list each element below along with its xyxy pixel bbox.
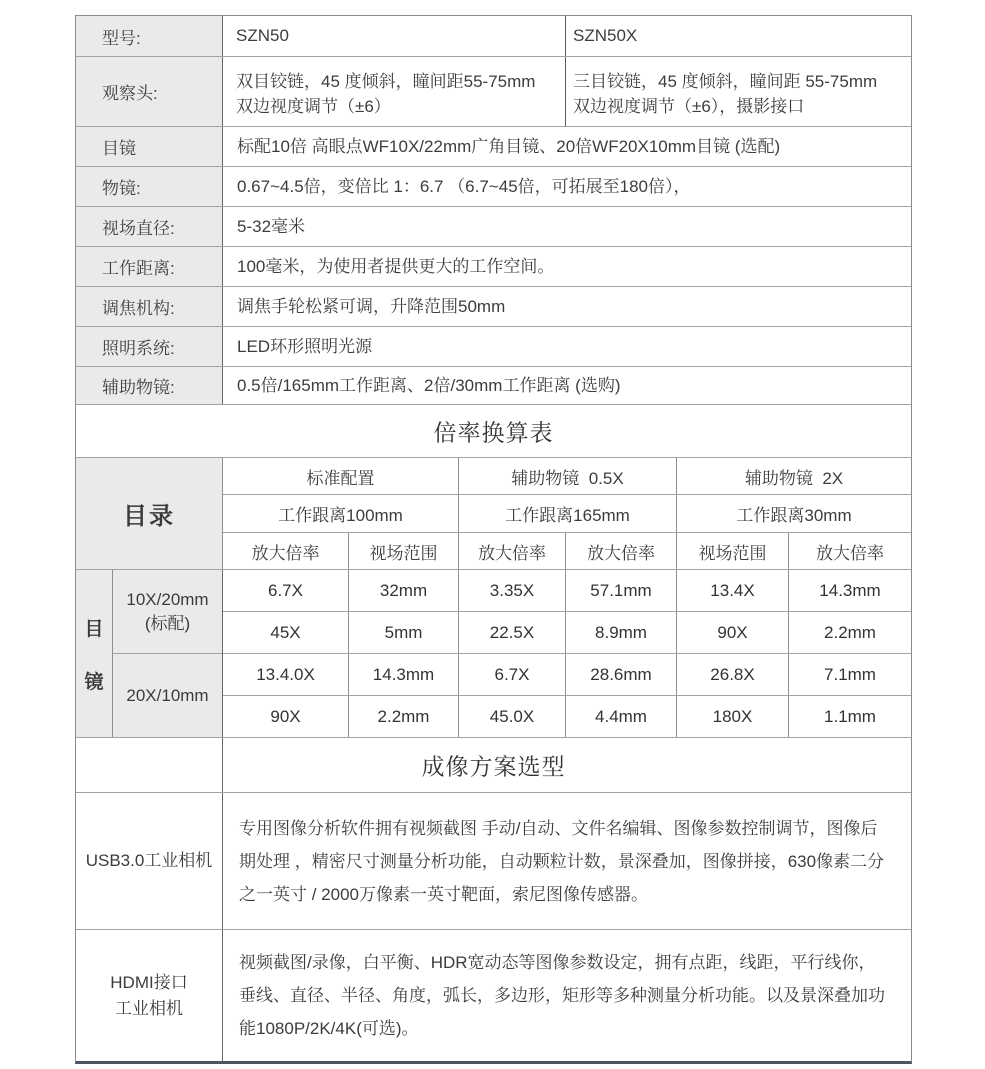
mag-cell: 45X — [223, 612, 349, 653]
mag-cell: 28.6mm — [566, 654, 677, 695]
head-szn50 — [223, 57, 566, 126]
eyepiece-label-standard — [113, 570, 222, 653]
row-value: 5-32毫米 — [237, 217, 306, 236]
row-value: 100毫米，为使用者提供更大的工作空间。 — [237, 257, 555, 276]
table-row-field-diameter — [76, 206, 911, 246]
column-header: 视场范围 — [349, 533, 459, 569]
camera-label-line: 工业相机 — [115, 998, 183, 1018]
distance-header: 工作跟离100mm — [223, 495, 459, 532]
eyepiece-label-column — [113, 570, 223, 737]
camera-row-description: 视频截图/录像，白平衡、HDR宽动态等图像参数设定，拥有点距，线距，平行线你，垂线、直径、半径、角度，弧长，多边形，矩形等多种测量分析功能。以及景深叠加功能1080P/2K/4K(可选)。 — [239, 953, 885, 1038]
table-row-aux-objective — [76, 366, 911, 404]
group-header: 辅助物镜 0.5X — [459, 458, 677, 494]
row-label: 视场直径: — [76, 207, 223, 246]
mag-cell: 3.35X — [459, 570, 566, 611]
row-label: 工作距离: — [76, 247, 223, 286]
table-row-working-distance — [76, 246, 911, 286]
distance-header: 工作跟离30mm — [736, 506, 852, 525]
mag-cell: 5mm — [349, 612, 459, 653]
mag-cell: 13.4X — [677, 570, 789, 611]
eyepiece-label-line: 10X/20mm — [126, 589, 209, 609]
table-row-eyepiece — [76, 126, 911, 166]
eyepiece-label-line: (标配) — [144, 613, 191, 633]
table-row — [223, 695, 911, 737]
mag-cell: 22.5X — [459, 612, 566, 653]
table-row-illumination — [76, 326, 911, 366]
mag-cell: 13.4.0X — [223, 654, 349, 695]
row-label: 型号: — [76, 16, 223, 56]
row-value: 0.67~4.5倍，变倍比 1：6.7 （6.7~45倍，可拓展至180倍）， — [237, 177, 691, 196]
row-value: 标配10倍 高眼点WF10X/22mm广角目镜、20倍WF20X10mm目镜 (选配) — [237, 137, 781, 156]
mag-cell: 6.7X — [223, 570, 349, 611]
head-szn50-line1: 双目铰链，45 度倾斜，瞳间距55-75mm — [236, 71, 536, 91]
distance-header: 工作跟离165mm — [459, 495, 677, 532]
table-row-usb-camera — [76, 792, 911, 929]
model-szn50x: SZN50X — [573, 26, 638, 45]
row-group-char: 目 — [84, 618, 104, 640]
mag-cell: 6.7X — [459, 654, 566, 695]
mag-cell: 57.1mm — [566, 570, 677, 611]
mag-cell: 7.1mm — [824, 664, 876, 684]
head-szn50x-line2: 双边视度调节（±6），摄影接口 — [573, 96, 805, 116]
magnification-data — [76, 569, 911, 737]
column-header: 放大倍率 — [223, 533, 349, 569]
column-header: 放大倍率 — [566, 533, 677, 569]
mag-cell: 8.9mm — [566, 612, 677, 653]
camera-label-line: HDMI接口 — [110, 972, 188, 992]
mag-cell: 180X — [677, 696, 789, 737]
row-group-char: 镜 — [84, 671, 104, 693]
eyepiece-label-line: 20X/10mm — [126, 685, 209, 705]
table-row-hdmi-camera — [76, 929, 911, 1061]
magnification-title-row — [76, 404, 911, 457]
table-row — [223, 611, 911, 653]
camera-label-line: USB3.0工业相机 — [85, 851, 213, 870]
row-label: 照明系统: — [76, 327, 223, 366]
table-row-objective — [76, 166, 911, 206]
column-header: 视场范围 — [677, 533, 789, 569]
row-label: 物镜: — [76, 167, 223, 206]
mag-cell: 32mm — [349, 570, 459, 611]
row-label: 调焦机构: — [76, 287, 223, 326]
mag-cell: 2.2mm — [349, 696, 459, 737]
head-szn50x-line1: 三目铰链，45 度倾斜，瞳间距 55-75mm — [573, 71, 878, 91]
table-row-head — [76, 56, 911, 126]
table-row-model — [76, 16, 911, 56]
distance-header-row — [223, 494, 911, 532]
corner-label: 目录 — [76, 458, 223, 569]
row-label: 观察头: — [76, 57, 223, 126]
head-szn50-line2: 双边视度调节（±6） — [236, 96, 391, 116]
table-row — [223, 570, 911, 611]
mag-cell: 2.2mm — [824, 622, 876, 642]
model-szn50: SZN50 — [223, 16, 566, 56]
magnification-header — [76, 457, 911, 569]
mag-cell: 4.4mm — [566, 696, 677, 737]
camera-row-label — [76, 930, 223, 1061]
mag-cell: 1.1mm — [824, 706, 876, 726]
spec-sheet — [75, 15, 912, 1064]
mag-cell: 90X — [223, 696, 349, 737]
mag-cell: 45.0X — [459, 696, 566, 737]
group-header-row — [223, 458, 911, 494]
imaging-title-row — [76, 737, 911, 792]
column-header: 放大倍率 — [816, 543, 884, 563]
row-value: 0.5倍/165mm工作距离、2倍/30mm工作距离 (选购) — [237, 376, 621, 395]
eyepiece-label-20x — [113, 653, 222, 737]
table-row-focus — [76, 286, 911, 326]
column-header-row — [223, 532, 911, 569]
row-label: 目镜 — [76, 127, 223, 166]
group-header: 标准配置 — [223, 458, 459, 494]
column-header: 放大倍率 — [459, 533, 566, 569]
mag-cell: 26.8X — [677, 654, 789, 695]
row-value: LED环形照明光源 — [237, 337, 373, 356]
row-label: 辅助物镜: — [76, 367, 223, 404]
mag-cell: 90X — [677, 612, 789, 653]
magnification-table-title: 倍率换算表 — [433, 419, 554, 446]
row-group-label-eyepiece — [76, 570, 113, 737]
table-row — [223, 653, 911, 695]
row-value: 调焦手轮松紧可调，升降范围50mm — [237, 297, 506, 316]
imaging-section-title: 成像方案选型 — [421, 753, 566, 780]
camera-row-label — [76, 793, 223, 929]
group-header: 辅助物镜 2X — [744, 468, 844, 488]
mag-cell: 14.3mm — [349, 654, 459, 695]
head-szn50x — [566, 57, 911, 126]
mag-cell: 14.3mm — [819, 580, 881, 600]
camera-row-description: 专用图像分析软件拥有视频截图 手动/自动、文件名编辑、图像参数控制调节，图像后期处理 ，精密尺寸测量分析功能，自动颗粒计数，景深叠加，图像拼接，630像素二分之一英寸 / 2000万像素一英寸靶面，索尼图像传感器。 — [239, 818, 885, 904]
